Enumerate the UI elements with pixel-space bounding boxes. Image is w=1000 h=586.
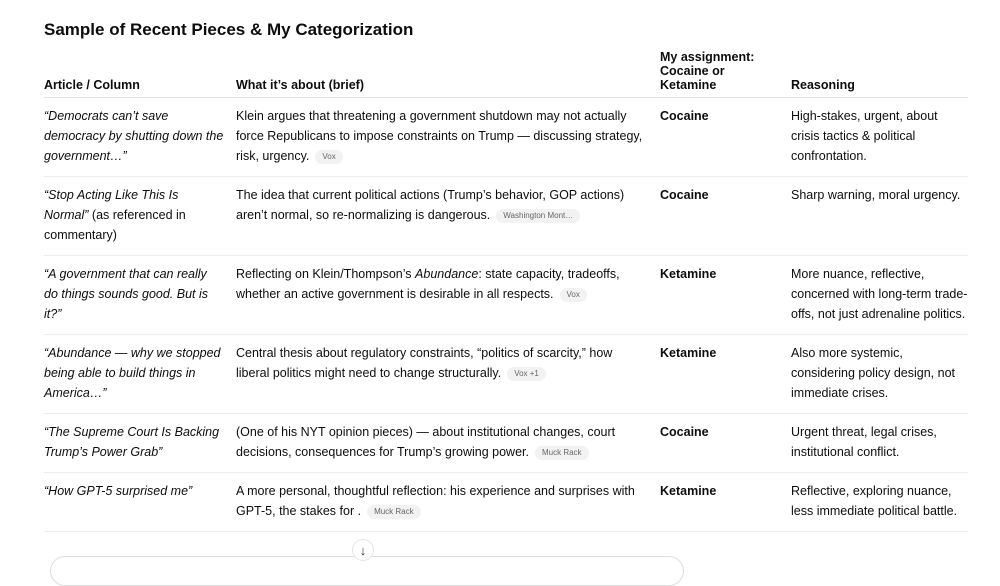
about-cell	[236, 256, 660, 335]
source-citation[interactable]: Washington Mont…	[496, 209, 580, 223]
header-reasoning: Reasoning	[791, 50, 968, 98]
reasoning-cell: Urgent threat, legal crises, institutional conflict.	[791, 414, 968, 473]
header-article: Article / Column	[44, 50, 236, 98]
header-assignment: My assignment: Cocaine or Ketamine	[660, 50, 791, 98]
table-row	[44, 177, 968, 256]
assignment-cell: Ketamine	[660, 256, 791, 335]
about-text: Central thesis about regulatory constraints, “politics of scarcity,” how liberal politics might need to change structurally.	[236, 346, 613, 380]
about-cell	[236, 98, 660, 177]
source-citation[interactable]: Vox	[315, 150, 342, 164]
reasoning-cell: High-stakes, urgent, about crisis tactics & political confrontation.	[791, 98, 968, 177]
assignment-cell: Ketamine	[660, 335, 791, 414]
table-row	[44, 98, 968, 177]
table-row	[44, 335, 968, 414]
about-text: A more personal, thoughtful reflection: his experience and surprises with GPT-5, the stakes for .	[236, 484, 635, 518]
article-cell	[44, 98, 236, 177]
table-row	[44, 473, 968, 532]
article-cell	[44, 177, 236, 256]
about-cell	[236, 473, 660, 532]
arrow-down-icon: ↓	[359, 542, 367, 558]
article-title: “The Supreme Court Is Backing Trump’s Power Grab”	[44, 425, 220, 459]
assignment-cell: Ketamine	[660, 473, 791, 532]
article-title: “A government that can really do things sounds good. But is it?”	[44, 267, 209, 321]
reasoning-cell: Also more systemic, considering policy design, not immediate crises.	[791, 335, 968, 414]
source-citation[interactable]: Muck Rack	[367, 505, 421, 519]
article-note: (as referenced in commentary)	[44, 208, 186, 242]
header-about: What it’s about (brief)	[236, 50, 660, 98]
table-row	[44, 414, 968, 473]
article-cell	[44, 256, 236, 335]
about-text: : state capacity, tradeoffs, whether an active government is desirable in all respects.	[236, 267, 620, 301]
article-title: “Democrats can’t save democracy by shutting down the government…”	[44, 109, 224, 163]
about-text: Klein argues that threatening a government shutdown may not actually force Republicans to impose constraints on Trump — discussing strategy, risk, urgency.	[236, 109, 643, 163]
article-cell	[44, 414, 236, 473]
reasoning-cell: More nuance, reflective, concerned with long-term trade-offs, not just adrenaline politics.	[791, 256, 968, 335]
reasoning-cell: Sharp warning, moral urgency.	[791, 177, 968, 256]
about-text: (One of his NYT opinion pieces) — about institutional changes, court decisions, consequences for Trump’s growing power.	[236, 425, 616, 459]
about-cell	[236, 335, 660, 414]
about-cell	[236, 177, 660, 256]
reasoning-cell: Reflective, exploring nuance, less immediate political battle.	[791, 473, 968, 532]
table-row	[44, 256, 968, 335]
article-title: “Abundance — why we stopped being able to build things in America…”	[44, 346, 221, 400]
article-title: “How GPT-5 surprised me”	[44, 484, 193, 498]
book-title: Abundance	[415, 267, 479, 281]
about-text: The idea that current political actions (Trump’s behavior, GOP actions) aren’t normal, so re-normalizing is dangerous.	[236, 188, 625, 222]
scroll-down-button[interactable]	[352, 539, 374, 561]
source-citation[interactable]: Vox	[560, 288, 587, 302]
assignment-cell: Cocaine	[660, 177, 791, 256]
section-title: Sample of Recent Pieces & My Categorization	[44, 20, 414, 39]
article-cell	[44, 335, 236, 414]
about-cell	[236, 414, 660, 473]
article-title: “Stop Acting Like This Is Normal”	[44, 188, 179, 222]
source-citation[interactable]: Muck Rack	[535, 446, 589, 460]
source-citation[interactable]: Vox +1	[507, 367, 546, 381]
assignment-cell: Cocaine	[660, 98, 791, 177]
article-cell	[44, 473, 236, 532]
about-text-pre: Reflecting on Klein/Thompson’s	[236, 267, 416, 281]
categorization-table	[44, 50, 968, 532]
assignment-cell: Cocaine	[660, 414, 791, 473]
